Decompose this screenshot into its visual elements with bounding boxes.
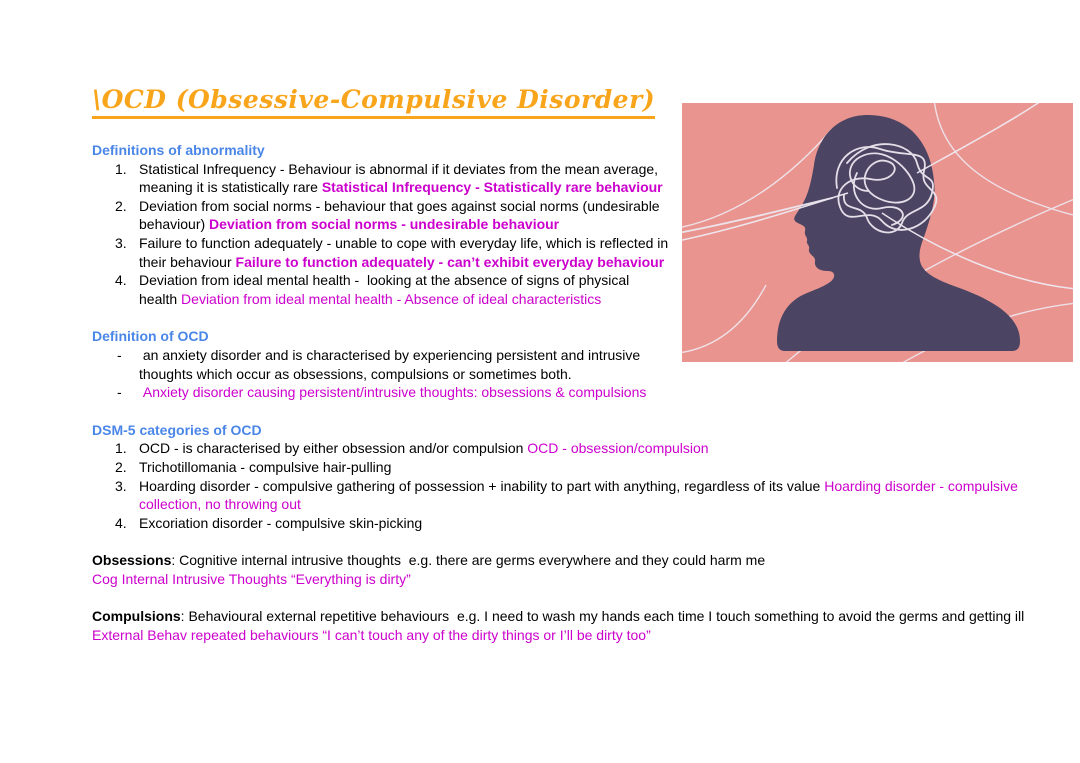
list-number: 2. [115, 458, 127, 475]
item-annotation: OCD - obsession/compulsion [527, 440, 709, 457]
item-annotation: Hoarding disorder - compulsive collection, no throwing out [139, 477, 1022, 513]
page-title: \OCD (Obsessive-Compulsive Disorder) [92, 85, 655, 119]
item-text: Excoriation disorder - compulsive skin-picking [139, 514, 423, 531]
list-item [92, 346, 670, 383]
list-item [92, 197, 670, 234]
list-number: 4. [115, 514, 127, 531]
term-text: : Cognitive internal intrusive thoughts e.g. there are germs everywhere and they could harm me [171, 552, 766, 569]
head-silhouette-image [682, 103, 1073, 362]
item-annotation: Anxiety disorder causing persistent/intrusive thoughts: obsessions & compulsions [139, 384, 647, 401]
section-definitions-of-abnormality [92, 141, 673, 308]
item-text: Trichotillomania - compulsive hair-pulling [139, 458, 392, 475]
list-item [92, 514, 1036, 533]
list-number: 3. [115, 234, 127, 251]
term-annotation: Cog Internal Intrusive Thoughts “Everything is dirty” [92, 570, 411, 587]
list-item [92, 477, 1036, 514]
list-item [92, 439, 1036, 458]
item-annotation: Statistical Infrequency - Statistically rare behaviour [321, 179, 663, 196]
tangled-thoughts-head-illustration [682, 103, 1073, 362]
term-text: : Behavioural external repetitive behaviours e.g. I need to wash my hands each time I touch something to avoid the germs and getting ill [180, 608, 1025, 625]
item-text: an anxiety disorder and is characterised by experiencing persistent and intrusive thoughts which occur as obsessions, compulsions or sometimes both. [139, 346, 645, 382]
list-item [92, 234, 673, 271]
item-text: OCD - is characterised by either obsession and/or compulsion [139, 440, 528, 457]
item-annotation: Deviation from social norms - undesirable behaviour [209, 216, 560, 233]
list-number: 2. [115, 197, 127, 214]
list-dash: - [117, 384, 122, 401]
section-definition-of-ocd [92, 327, 670, 401]
item-text: Failure to function adequately - unable to cope with everyday life, which is reflected in their behaviour [139, 234, 673, 270]
list-item [92, 271, 670, 308]
list-item [92, 383, 670, 402]
item-annotation: Deviation from ideal mental health - Absence of ideal characteristics [181, 290, 602, 307]
list-item [92, 160, 670, 197]
section-dsm5-categories [92, 421, 1036, 533]
item-text: Deviation from social norms - behaviour that goes against social norms (undesirable behaviour) [139, 197, 664, 233]
item-text: Deviation from ideal mental health - looking at the absence of signs of physical health [139, 272, 634, 307]
paragraph-compulsions [92, 607, 1036, 644]
item-annotation: Failure to function adequately - can’t exhibit everyday behaviour [235, 253, 665, 270]
paragraph-obsessions [92, 551, 1036, 588]
section-heading: Definition of OCD [92, 328, 209, 345]
list-item [92, 458, 1036, 477]
section-heading: Definitions of abnormality [92, 142, 265, 158]
section-heading: DSM-5 categories of OCD [92, 421, 262, 438]
list-dash: - [117, 346, 122, 363]
term-annotation: External Behav repeated behaviours “I can’t touch any of the dirty things or I’ll be dirty too” [92, 627, 651, 644]
list-number: 3. [115, 477, 127, 494]
list-number: 1. [115, 440, 127, 457]
list-number: 4. [115, 272, 127, 289]
item-text: Hoarding disorder - compulsive gathering of possession + inability to part with anything, regardless of its value [139, 477, 825, 494]
term-label: Obsessions [92, 552, 172, 569]
item-text: Statistical Infrequency - Behaviour is abnormal if it deviates from the mean average, meaning it is statistically rare [139, 160, 662, 196]
list-number: 1. [115, 160, 127, 177]
term-label: Compulsions [92, 608, 181, 625]
